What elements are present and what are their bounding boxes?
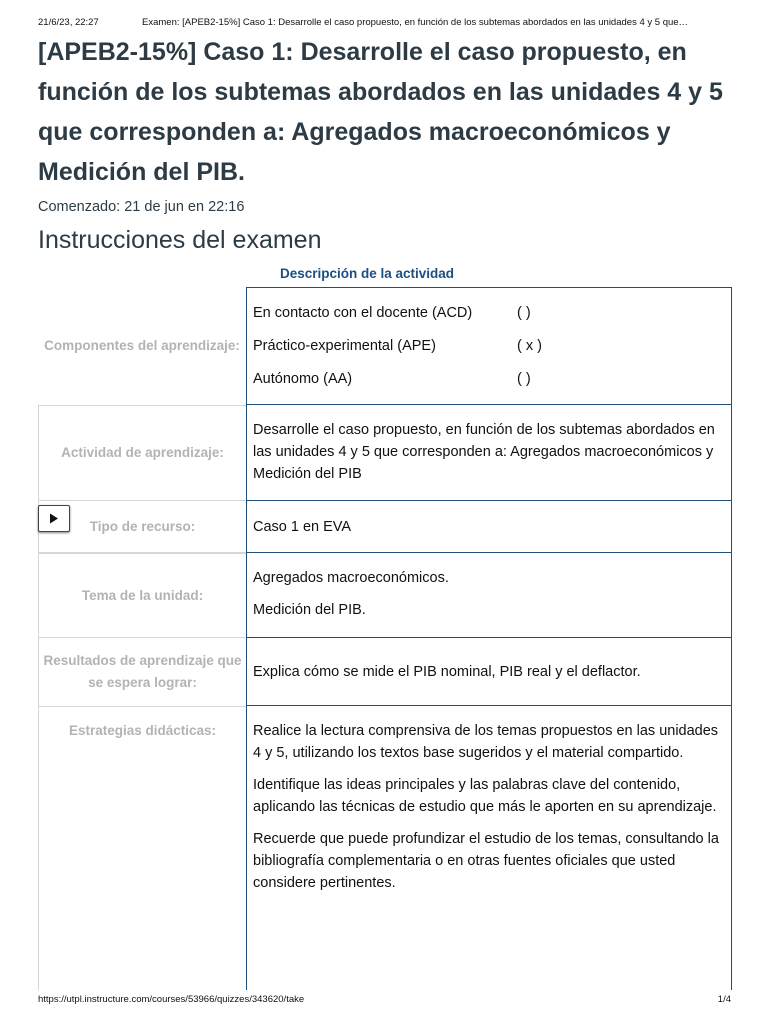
- activity-value: Desarrolle el caso propuesto, en función de los subtemas abordados en las unidades 4 y 5 que corresponden a: Agregados macroeconómicos y Medición del PIB: [253, 422, 715, 482]
- resource-value-cell: [246, 501, 732, 553]
- strategies-label: Estrategias didácticas:: [68, 723, 217, 738]
- media-play-button[interactable]: [38, 505, 70, 532]
- component-item: [253, 335, 573, 357]
- results-value-cell: [246, 638, 732, 706]
- components-label: Componentes del aprendizaje:: [44, 338, 240, 353]
- component-mark: ( ): [517, 305, 531, 321]
- results-label: Resultados de aprendizaje que se espera lograr:: [43, 653, 242, 690]
- unit-topic-label-cell: [38, 553, 246, 638]
- component-mark: ( ): [517, 371, 531, 387]
- component-item: [253, 368, 573, 390]
- component-name: Autónomo (AA): [253, 371, 353, 387]
- print-page-title: Examen: [APEB2-15%] Caso 1: Desarrolle el caso propuesto, en función de los subtemas abordados en las unidades 4 y 5 que…: [142, 17, 689, 28]
- print-page-number: 1/4: [717, 994, 731, 1005]
- unit-topic-value: Medición del PIB.: [253, 602, 366, 618]
- activity-label: Actividad de aprendizaje:: [61, 445, 224, 460]
- strategy-paragraph: Realice la lectura comprensiva de los temas propuestos en las unidades 4 y 5, utilizando los textos base sugeridos y el material compartido.: [253, 723, 719, 761]
- print-date: 21/6/23, 22:27: [38, 17, 99, 28]
- component-item: [253, 302, 573, 324]
- activity-value-cell: [246, 405, 732, 501]
- unit-topic-value: Agregados macroeconómicos.: [253, 570, 449, 586]
- activity-table-caption: Descripción de la actividad: [279, 266, 455, 281]
- activity-label-cell: [38, 405, 246, 501]
- unit-topic-label: Tema de la unidad:: [81, 587, 204, 603]
- component-name: En contacto con el docente (ACD): [253, 305, 473, 321]
- strategies-value-cell: [246, 706, 732, 990]
- print-url: https://utpl.instructure.com/courses/53966/quizzes/343620/take: [38, 994, 305, 1005]
- resource-value: Caso 1 en EVA: [253, 518, 352, 535]
- strategies-label-cell: [38, 706, 246, 990]
- components-value-cell: [246, 287, 732, 405]
- components-label-cell: [38, 287, 246, 405]
- strategy-paragraph: Identifique las ideas principales y las palabras clave del contenido, aplicando las técnicas de estudio que más le aporten en su aprendizaje.: [253, 777, 717, 815]
- play-icon: [49, 513, 59, 524]
- quiz-started-time: Comenzado: 21 de jun en 22:16: [38, 199, 245, 215]
- resource-label: Tipo de recurso:: [89, 518, 196, 534]
- results-value: Explica cómo se mide el PIB nominal, PIB real y el deflactor.: [253, 663, 641, 680]
- quiz-title: [APEB2-15%] Caso 1: Desarrolle el caso propuesto, en función de los subtemas abordados en las unidades 4 y 5 que corresponden a: Agregados macroeconómicos y Medición del PIB.: [38, 38, 723, 186]
- results-label-cell: [38, 638, 246, 706]
- strategy-paragraph: Recuerde que puede profundizar el estudio de los temas, consultando la bibliografía complementaria o en otras fuentes oficiales que usted considere pertinentes.: [253, 831, 719, 891]
- unit-topic-value-cell: [246, 553, 732, 638]
- component-name: Práctico-experimental (APE): [253, 338, 436, 354]
- instructions-heading: Instrucciones del examen: [38, 226, 322, 254]
- component-mark: ( x ): [517, 338, 542, 354]
